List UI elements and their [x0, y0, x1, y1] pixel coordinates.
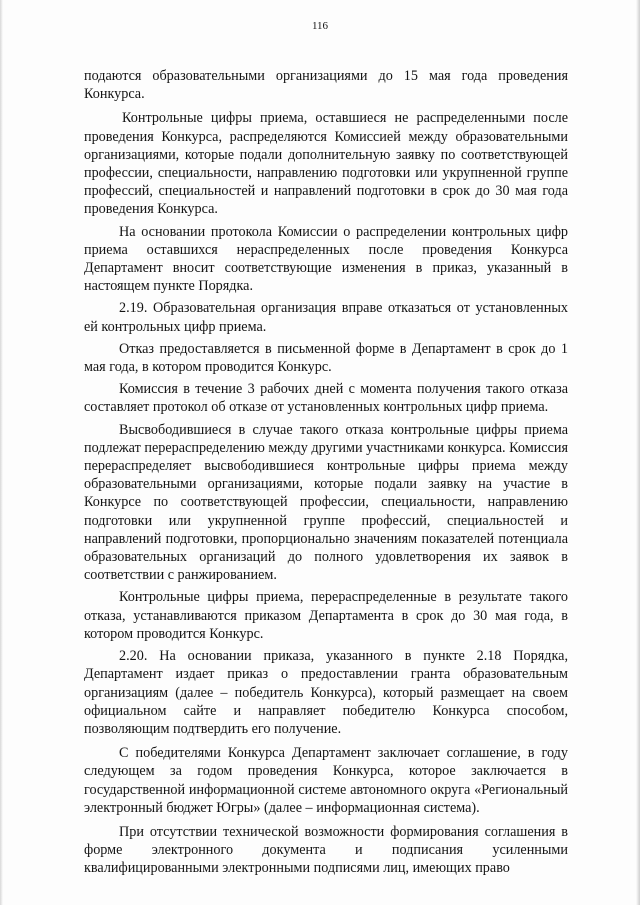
- paragraph-clause-2-19: 2.19. Образовательная организация вправе отказаться от установленных ей контрольных цифр приема.: [84, 300, 568, 335]
- scan-edge-left: [0, 0, 3, 905]
- paragraph-protocol-changes: На основании протокола Комиссии о распределении контрольных цифр приема оставшихся нераспределенных после проведения Конкурса Департамент вносит соответствующие изменения в приказ, указанный в настоящем пункте Порядка.: [84, 223, 568, 295]
- page-number: 116: [311, 20, 329, 32]
- paragraph-continuation: подаются образовательными организациями до 15 мая года проведения Конкурса.: [84, 68, 568, 103]
- paragraph-commission-protocol: Комиссия в течение 3 рабочих дней с момента получения такого отказа составляет протокол об отказе от установленных контрольных цифр приема.: [84, 381, 568, 416]
- paragraph-redistribution: Высвободившиеся в случае такого отказа контрольные цифры приема подлежат перераспределению между другими участниками конкурса. Комиссия перераспределяет высвободившиеся контрольные цифры приема между образовательными организациями, которые подали заявку на участие в Конкурсе по соответствующей профессии, специальности, направлению подготовки или укрупненной группе профессий, специальностей и направлений подготовки, пропорционально значениям показателей потенциала образовательных организаций до полного удовлетворения их заявок в соответствии с ранжированием.: [84, 421, 568, 584]
- paragraph-agreement: С победителями Конкурса Департамент заключает соглашение, в году следующем за годом проведения Конкурса, которое заключается в государственной информационной системе автономного округа «Региональный электронный бюджет Югры» (далее – информационная система).: [84, 745, 568, 816]
- paragraph-remaining-quotas: Контрольные цифры приема, оставшиеся не распределенными после проведения Конкурса, распределяются Комиссией между образовательными организациями, которые подали дополнительную заявку по соответствующей профессии, специальности, направлению подготовки или укрупненной группе профессий, специальностей и направлений подготовки в срок до 30 мая года проведения Конкурса.: [84, 110, 568, 218]
- document-body: [84, 67, 568, 882]
- paragraph-redistributed-quotas: Контрольные цифры приема, перераспределенные в результате такого отказа, устанавливаются приказом Департамента в срок до 30 мая года, в котором проводится Конкурс.: [84, 589, 568, 642]
- paragraph-clause-2-20: 2.20. На основании приказа, указанного в пункте 2.18 Порядка, Департамент издает приказ о предоставлении гранта образовательным организациям (далее – победитель Конкурса), который размещает на своем официальном сайте и направляет победителю Конкурса способом, позволяющим подтвердить его получение.: [84, 648, 568, 737]
- scan-edge-right: [636, 0, 640, 905]
- paragraph-no-technical-possibility: При отсутствии технической возможности формирования соглашения в форме электронного документа и подписания усиленными квалифицированными электронными подписями лиц, имеющих право: [84, 823, 568, 877]
- paragraph-refusal-form: Отказ предоставляется в письменной форме в Департамент в срок до 1 мая года, в котором проводится Конкурс.: [84, 340, 568, 376]
